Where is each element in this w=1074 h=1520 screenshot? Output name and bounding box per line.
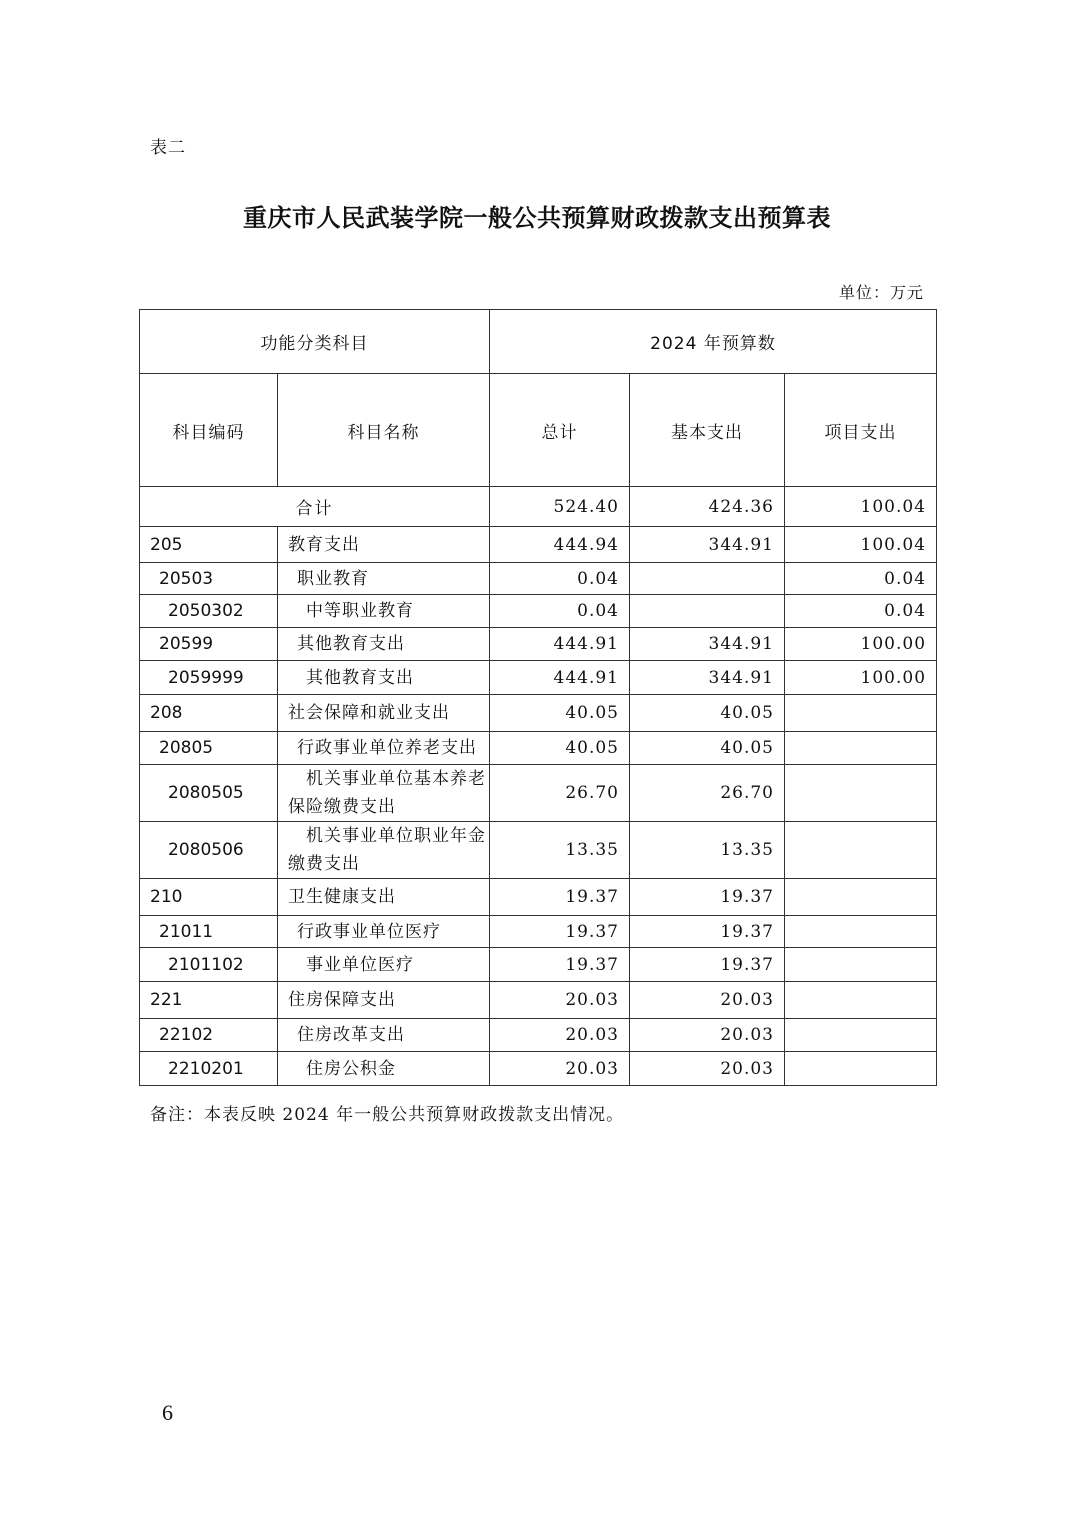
table-row	[140, 879, 937, 916]
row-project: 100.00	[785, 661, 937, 695]
row-basic: 344.91	[630, 527, 785, 563]
row-name: 教育支出	[278, 527, 490, 563]
group-header-function-class: 功能分类科目	[140, 310, 490, 374]
row-basic	[630, 595, 785, 628]
table-column-header-row	[140, 374, 937, 487]
row-total: 0.04	[490, 563, 630, 595]
row-total: 19.37	[490, 916, 630, 948]
row-code: 2050302	[140, 595, 278, 628]
row-project	[785, 732, 937, 765]
row-total: 13.35	[490, 822, 630, 879]
row-total: 20.03	[490, 1019, 630, 1052]
row-name: 住房改革支出	[278, 1019, 490, 1052]
page-number: 6	[162, 1400, 173, 1425]
row-basic: 344.91	[630, 661, 785, 695]
table-row	[140, 695, 937, 732]
row-basic: 26.70	[630, 765, 785, 822]
table-note: 备注：本表反映 2024 年一般公共预算财政拨款支出情况。	[150, 1105, 625, 1125]
row-total: 444.91	[490, 628, 630, 661]
row-code: 22102	[140, 1019, 278, 1052]
row-total: 0.04	[490, 595, 630, 628]
row-project	[785, 1052, 937, 1086]
row-name: 机关事业单位基本养老保险缴费支出	[278, 765, 490, 822]
col-header-basic: 基本支出	[630, 374, 785, 487]
table-row	[140, 527, 937, 563]
row-name: 社会保障和就业支出	[278, 695, 490, 732]
row-total: 19.37	[490, 948, 630, 982]
table-row	[140, 628, 937, 661]
table-row	[140, 732, 937, 765]
table-row	[140, 982, 937, 1019]
row-code: 21011	[140, 916, 278, 948]
table-row	[140, 563, 937, 595]
row-basic: 13.35	[630, 822, 785, 879]
row-name: 机关事业单位职业年金缴费支出	[278, 822, 490, 879]
row-basic: 40.05	[630, 732, 785, 765]
total-project: 100.04	[785, 487, 937, 527]
row-code: 208	[140, 695, 278, 732]
row-total: 19.37	[490, 879, 630, 916]
row-project	[785, 948, 937, 982]
col-header-code: 科目编码	[140, 374, 278, 487]
row-basic: 19.37	[630, 948, 785, 982]
row-basic: 40.05	[630, 695, 785, 732]
row-total: 20.03	[490, 1052, 630, 1086]
row-basic: 19.37	[630, 879, 785, 916]
row-code: 2101102	[140, 948, 278, 982]
row-total: 26.70	[490, 765, 630, 822]
table-row	[140, 916, 937, 948]
row-total: 20.03	[490, 982, 630, 1019]
row-name: 住房公积金	[278, 1052, 490, 1086]
row-total: 40.05	[490, 695, 630, 732]
row-name: 职业教育	[278, 563, 490, 595]
row-name: 行政事业单位养老支出	[278, 732, 490, 765]
table-row	[140, 595, 937, 628]
total-basic: 424.36	[630, 487, 785, 527]
row-basic: 20.03	[630, 982, 785, 1019]
row-code: 20599	[140, 628, 278, 661]
row-name: 住房保障支出	[278, 982, 490, 1019]
row-code: 221	[140, 982, 278, 1019]
row-basic: 344.91	[630, 628, 785, 661]
group-header-budget-2024: 2024 年预算数	[490, 310, 937, 374]
row-project: 0.04	[785, 595, 937, 628]
table-group-header-row	[140, 310, 937, 374]
row-project	[785, 982, 937, 1019]
unit-label: 单位：万元	[838, 283, 924, 302]
row-basic: 20.03	[630, 1052, 785, 1086]
row-project	[785, 765, 937, 822]
table-row	[140, 948, 937, 982]
row-name: 中等职业教育	[278, 595, 490, 628]
row-total: 444.94	[490, 527, 630, 563]
row-code: 2080506	[140, 822, 278, 879]
row-code: 20805	[140, 732, 278, 765]
row-project: 100.04	[785, 527, 937, 563]
row-basic: 19.37	[630, 916, 785, 948]
row-project	[785, 822, 937, 879]
row-code: 210	[140, 879, 278, 916]
row-project	[785, 879, 937, 916]
table-row	[140, 822, 937, 879]
row-basic: 20.03	[630, 1019, 785, 1052]
table-row	[140, 1019, 937, 1052]
row-project: 100.00	[785, 628, 937, 661]
total-label: 合计	[140, 487, 490, 527]
page-title: 重庆市人民武装学院一般公共预算财政拨款支出预算表	[243, 203, 831, 232]
table-row	[140, 661, 937, 695]
col-header-project: 项目支出	[785, 374, 937, 487]
row-total: 444.91	[490, 661, 630, 695]
total-row	[140, 487, 937, 527]
row-project	[785, 1019, 937, 1052]
row-name: 其他教育支出	[278, 628, 490, 661]
table-row	[140, 1052, 937, 1086]
row-project: 0.04	[785, 563, 937, 595]
row-code: 2059999	[140, 661, 278, 695]
col-header-name: 科目名称	[278, 374, 490, 487]
row-name: 卫生健康支出	[278, 879, 490, 916]
row-code: 205	[140, 527, 278, 563]
row-project	[785, 916, 937, 948]
row-project	[785, 695, 937, 732]
row-name: 其他教育支出	[278, 661, 490, 695]
total-total: 524.40	[490, 487, 630, 527]
table-row	[140, 765, 937, 822]
row-name: 行政事业单位医疗	[278, 916, 490, 948]
row-code: 2210201	[140, 1052, 278, 1086]
row-code: 20503	[140, 563, 278, 595]
row-basic	[630, 563, 785, 595]
row-name: 事业单位医疗	[278, 948, 490, 982]
row-total: 40.05	[490, 732, 630, 765]
budget-table	[139, 309, 937, 1086]
col-header-total: 总计	[490, 374, 630, 487]
row-code: 2080505	[140, 765, 278, 822]
table-label: 表二	[150, 138, 186, 158]
